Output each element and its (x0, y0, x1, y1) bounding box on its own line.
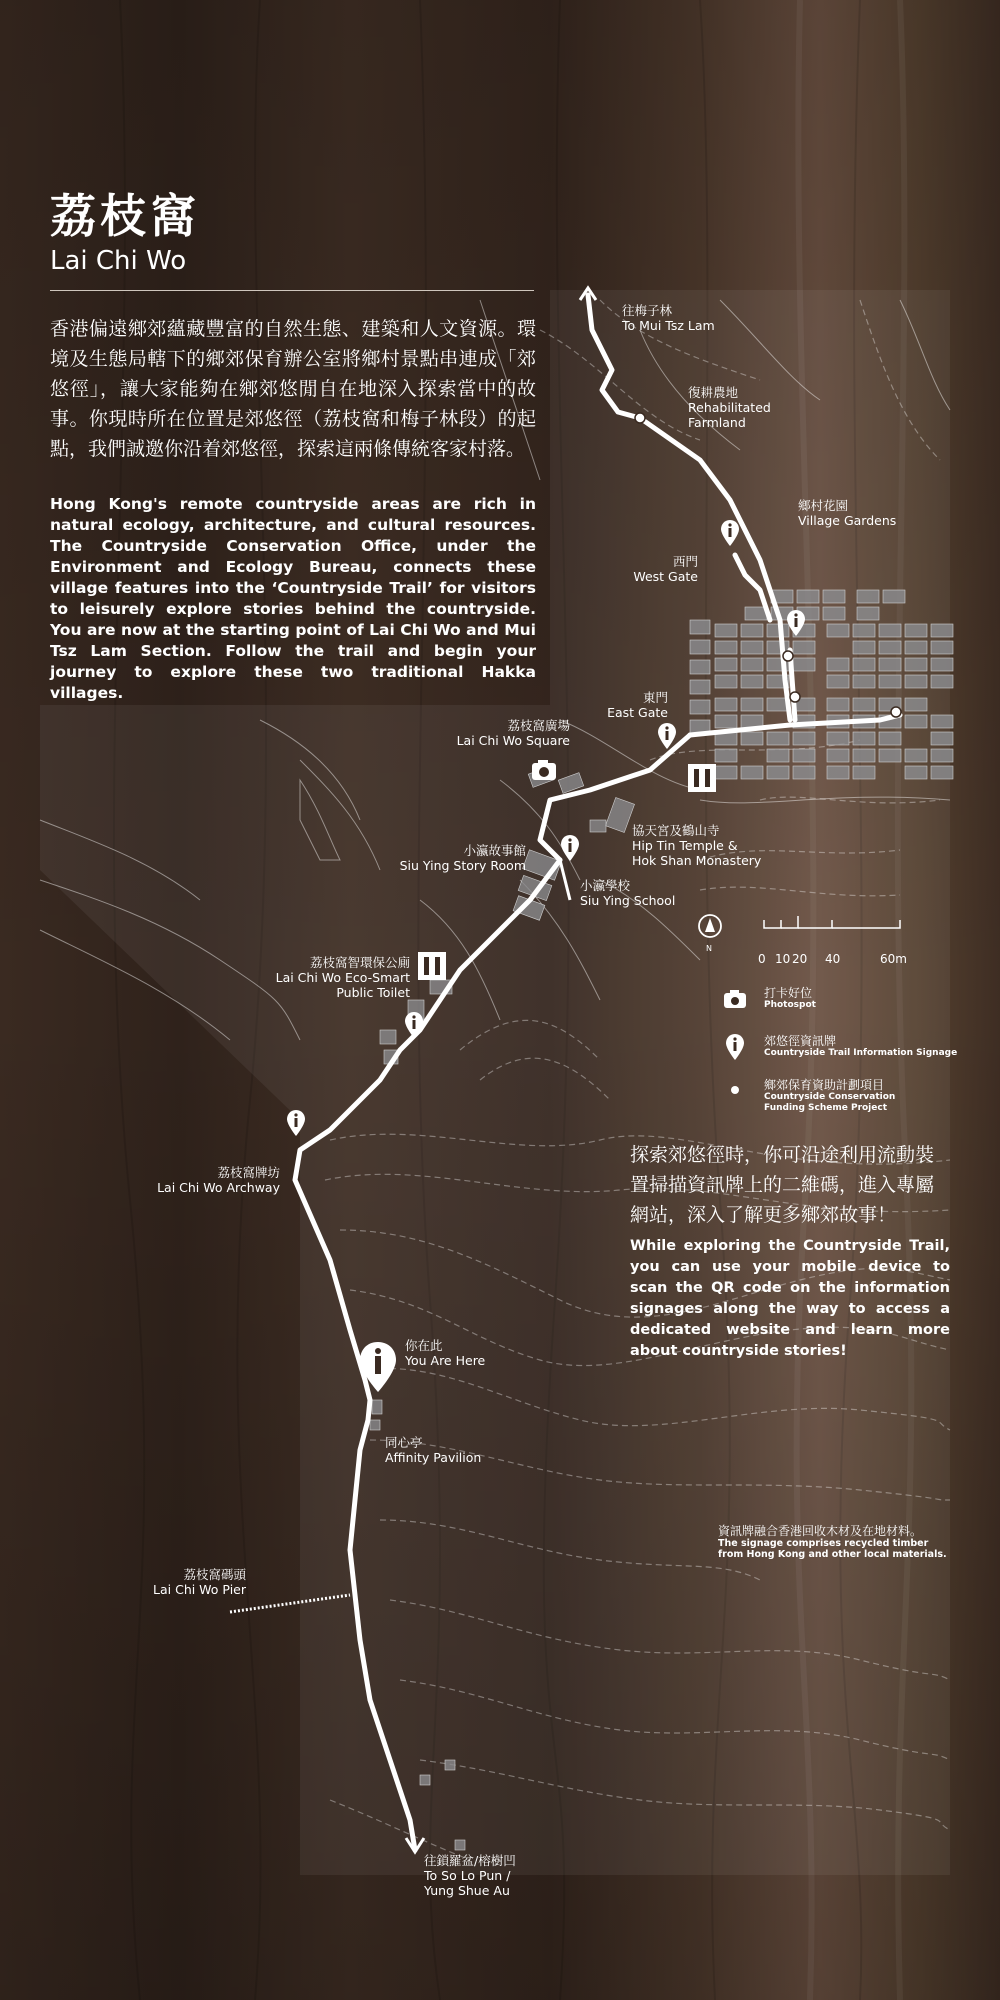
label-you-are-here: 你在此 You Are Here (405, 1338, 486, 1368)
label-farmland: 復耕農地 Rehabilitated Farmland (688, 385, 771, 430)
legend-ccfs: 鄉郊保育資助計劃項目 Countryside Conservation Funding Scheme Project (764, 1078, 896, 1113)
scale-label-60m: 60m (880, 952, 907, 966)
label-west-gate: 西門 West Gate (633, 554, 698, 584)
explore-zh: 探索郊悠徑時，你可沿途利用流動裝置掃描資訊牌上的二維碼，進入專屬網站，深入了解更多鄉郊故事！ (630, 1144, 935, 1226)
legend-photospot: 打卡好位 Photospot (764, 986, 816, 1010)
scale-label-40: 40 (825, 952, 841, 966)
title-divider (50, 290, 534, 291)
legend-signage: 郊悠徑資訊牌 Countryside Trail Information Signage (764, 1034, 958, 1058)
intro-zh: 香港偏遠鄉郊蘊藏豐富的自然生態、建築和人文資源。環境及生態局轄下的鄉郊保育辦公室將鄉村景點串連成「郊悠徑」，讓大家能夠在鄉郊悠閒自在地深入探索當中的故事。你現時所在位置是郊悠徑（荔枝窩和梅子林段）的起點，我們誠邀你沿着郊悠徑，探索這兩條傳統客家村落。 (50, 318, 536, 460)
label-school: 小瀛學校 Siu Ying School (580, 878, 676, 908)
label-so-lo-pun: 往鎖羅盆/榕樹凹 To So Lo Pun / Yung Shue Au (424, 1853, 516, 1898)
label-mui-tsz-lam: 往梅子林 To Mui Tsz Lam (622, 303, 715, 333)
label-square: 荔枝窩廣場 Lai Chi Wo Square (456, 718, 570, 748)
page-title-en: Lai Chi Wo (50, 246, 187, 276)
label-archway: 荔枝窩牌坊 Lai Chi Wo Archway (157, 1165, 280, 1195)
scale-label-0: 0 (758, 952, 766, 966)
label-story-room: 小瀛故事館 Siu Ying Story Room (399, 843, 526, 873)
label-temple: 協天宮及鶴山寺 Hip Tin Temple & Hok Shan Monastery (632, 823, 762, 868)
legend-north-label: N (706, 944, 712, 953)
label-east-gate: 東門 East Gate (607, 690, 668, 720)
toilet-icon (688, 764, 716, 792)
label-pier: 荔枝窩碼頭 Lai Chi Wo Pier (153, 1567, 246, 1597)
toilet-icon (418, 952, 446, 980)
scale-label-10: 10 (775, 952, 791, 966)
page-title-zh: 荔枝窩 (50, 189, 200, 243)
materials-note: 資訊牌融合香港回收木材及在地材料。 The signage comprises recycled timber from Hong Kong and other local materials. (718, 1524, 947, 1560)
intro-en: Hong Kong's remote countryside areas are rich in natural ecology, architecture, and cultural resources. The Countryside Conservation Office, under the Environment and Ecology Bureau, connects these village features into the ‘Countryside Trail’ for visitors to leisurely explore stories behind the countryside. You are now at the starting point of Lai Chi Wo and Mui Tsz Lam Section. Follow the trail and begin your journey to explore these two traditional Hakka villages. (50, 495, 536, 702)
explore-en: While exploring the Countryside Trail, you can use your mobile device to scan the QR code on the information signages along the way to access a dedicated website and learn more about countryside stories! (630, 1238, 950, 1359)
label-pavilion: 同心亭 Affinity Pavilion (385, 1435, 482, 1465)
label-toilet: 荔枝窩智環保公廁 Lai Chi Wo Eco-Smart Public Toilet (275, 955, 410, 1000)
scale-label-20: 20 (792, 952, 808, 966)
label-village-gardens: 鄉村花園 Village Gardens (798, 498, 897, 528)
camera-icon (532, 760, 556, 780)
legend-dot-icon (731, 1086, 739, 1094)
